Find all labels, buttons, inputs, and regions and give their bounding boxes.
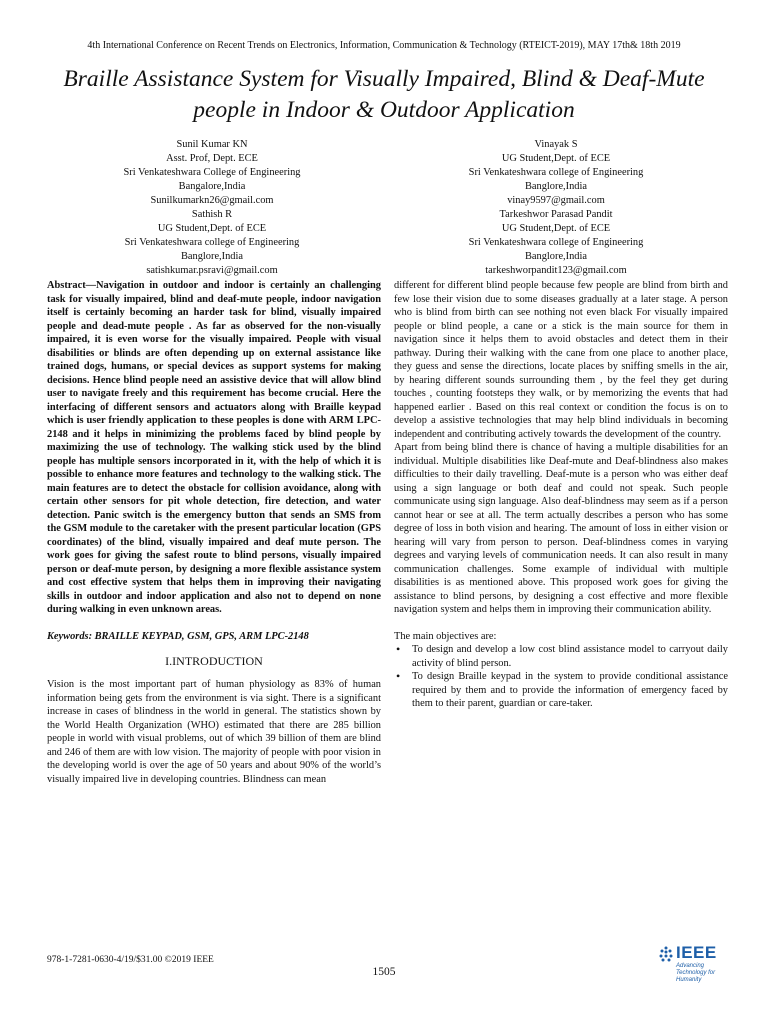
author-college: Sri Venkateshwara college of Engineering [468,167,644,178]
body-paragraph: different for different blind people because few people are blind from birth and few lose their vision due to some diseases gradually at a later stage. A person who is blind from birth can see nothing not even black For visually impaired people or blind people, a cane or a stick is the main source for them in navigation since it helps them to avoid obstacles and detect them in their pathway. During their walking with the cane from one place to another place, they guess and sense the directions, locate places by sniffing smells in the air, by hearing different sounds surrounding them , by the feel they get during touches , counting footsteps they walk, or by memorizing the events that had happened earlier . Based on this real context or condition the focus is on to develop a assistive technologies that may help blind individuals in becoming independent and contributing actively towards the development of the country. [394,280,728,440]
objective-item: • To design and develop a low cost blind assistance model to carryout daily activity of blind person. [412,643,728,670]
author-block-1 [62,138,362,208]
author-name: Tarkeshwor Parasad Pandit [499,209,613,220]
author-city: Banglore,India [180,251,244,262]
author-role: UG Student,Dept. of ECE [501,153,611,164]
author-name: Sunil Kumar KN [176,139,248,150]
ieee-dots-icon [658,946,674,962]
intro-paragraph: Vision is the most important part of human physiology as 83% of human information being gets from the environment is via sight. There is a significant increase in cases of blindness in the world in general. The statistics shown by the World Health Organization (WHO) estimated that there are 285 billion people in world with visual problems, out of which 39 billion of them are blind and 246 of them are with low vision. The majority of people with poor vision in the developing world is over the age of 50 years and about 90% of the world’s visually impaired live in developing countries. Blindness can mean [47,679,381,785]
author-block-2 [406,138,706,208]
paper-title: Braille Assistance System for Visually Impaired, Blind & Deaf-Mute people in Indoor & Outdoor Application [63,66,705,123]
ieee-logo-tagline: Advancing Technology for Humanity [676,963,716,983]
author-college: Sri Venkateshwara College of Engineering [123,167,301,178]
author-name: Vinayak S [534,139,578,150]
author-email: vinay9597@gmail.com [507,195,605,206]
objective-item: • To design Braille keypad in the system to provide conditional assistance required by them and to provide the information of emergency faced by them to their parent, guardian or care-taker. [412,670,728,711]
objectives-intro: The main objectives are: [394,630,497,642]
conference-header: 4th International Conference on Recent Trends on Electronics, Information, Communication & Technology (RTEICT-2019), MAY 17th& 18th 2019 [87,40,681,51]
author-city: Banglore,India [524,181,588,192]
ieee-logo [654,944,730,988]
author-email: Sunilkumarkn26@gmail.com [150,195,274,206]
body-paragraph: Apart from being blind there is chance of having a multiple disabilities for an individual. Multiple disabilities like Deaf-mute and Deaf-blindness also makes difficulties to their daily travelling. Deaf-mute is a person who was either deaf using a sign language or both deaf and could not speak. Such people communicate using sign language. Also deaf-blindness may seem as if a person cannot hear or see at all. The term actually describes a person who has some degree of loss in both vision and hearing. The amount of loss in either vision or hearing will vary from person to person. Deaf-blindness comes in varying degrees and varying levels of communication needs. It can also result in many communication challenges. Some example of individual with multiple disabilities is as mentioned above. This proposed work goes for giving the assistance to blind persons, by designing a cost effective and more flexible navigation system and helps them in improving their communication ability. [394,442,728,615]
author-city: Banglore,India [524,251,588,262]
footer-isbn: 978-1-7281-0630-4/19/$31.00 ©2019 IEEE [47,955,214,965]
author-block-4 [406,208,706,278]
abstract: Abstract—Navigation in outdoor and indoor is certainly an challenging task for visually impaired, blind and deaf-mute people, indoor navigation itself is certainly becoming an harder task for blind, visually impaired people and dead-mute people . As far as observed for the non-visually impaired, it is even worse for the visually impaired. People with visual disabilities or blinds are often depending up on external assistance like trained dogs, humans, or special devices as support systems for making decisions. Hence blind people need an assistive device that will allow blind user to navigate freely and this requirement has become crucial. Here the interfacing of different sensors and actuators along with Braille keypad which is user friendly application to these peoples is done with ARM LPC-2148 and it helps in minimizing the problems faced by blind people by maximizing the use of technology. The walking stick used by the blind people has multiple sensors incorporated in it, with the help of which it is possible to enhance more features and technology to the walking stick. The main features are to detect the obstacle for collision avoidance, along with certain other sensors for pit whole detection, fire detection, and water detection. Panic switch is the emergency button that sends an SMS from the GSM module to the caretaker with the present particular location (GPS coordinates) of the blind, visually impaired and deaf mute person. The work goes for giving the safest route to blind persons, visually impaired person or deaf-mute person, by designing a more flexible assistance system and cost effective system that helps them in improving their navigating skills in outdoor and indoor application and also not to depend on none during walking in even unknown areas. [47,280,381,615]
objectives-list [394,643,728,711]
author-email: tarkeshworpandit123@gmail.com [485,265,627,276]
author-block-3 [62,208,362,278]
author-city: Bangalore,India [178,181,246,192]
author-college: Sri Venkateshwara college of Engineering [124,237,300,248]
author-role: UG Student,Dept. of ECE [157,223,267,234]
author-email: satishkumar.psravi@gmail.com [146,265,278,276]
author-college: Sri Venkateshwara college of Engineering [468,237,644,248]
right-column [394,279,728,711]
left-column [47,279,381,786]
ieee-logo-text: IEEE [676,943,717,962]
author-role: UG Student,Dept. of ECE [501,223,611,234]
keywords: Keywords: BRAILLE KEYPAD, GSM, GPS, ARM LPC-2148 [47,630,309,642]
author-name: Sathish R [191,209,233,220]
author-role: Asst. Prof, Dept. ECE [166,153,258,164]
page-number: 1505 [372,966,396,978]
section-heading-introduction: I.INTRODUCTION [165,654,263,668]
